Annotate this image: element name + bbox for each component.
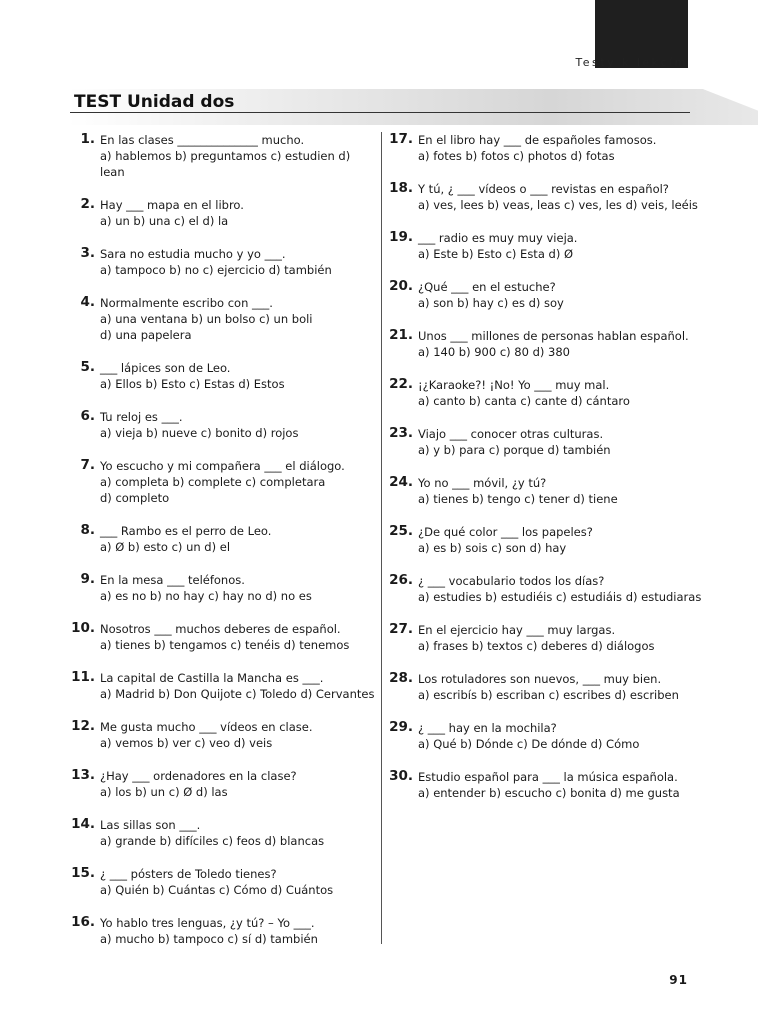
question-options: a) completa b) complete c) completara d) completo (100, 475, 326, 505)
title-rule (70, 112, 690, 113)
question-number: 24. (389, 474, 413, 490)
question-number: 27. (389, 621, 413, 637)
question-text: En el ejercicio hay ___ muy largas. (418, 623, 616, 637)
question-text: Normalmente escribo con ___. (100, 296, 273, 310)
page-number: 91 (669, 973, 688, 987)
question-number: 9. (80, 571, 95, 587)
question-text: La capital de Castilla la Mancha es ___. (100, 671, 324, 685)
question-options: a) una ventana b) un bolso c) un boli d) una papelera (100, 312, 313, 342)
question-item (68, 409, 378, 441)
question-options: a) escribís b) escriban c) escribes d) escriben (418, 688, 679, 702)
question-text: Nosotros ___ muchos deberes de español. (100, 622, 341, 636)
right-question-column (386, 132, 706, 818)
question-options: a) grande b) difíciles c) feos d) blancas (100, 834, 325, 848)
question-text: ___ radio es muy muy vieja. (418, 231, 578, 245)
question-number: 5. (80, 359, 95, 375)
question-number: 2. (80, 196, 95, 212)
question-number: 15. (71, 865, 95, 881)
question-item (68, 572, 378, 604)
question-item (386, 475, 706, 507)
question-text: Hay ___ mapa en el libro. (100, 198, 244, 212)
question-options: a) tampoco b) no c) ejercicio d) también (100, 263, 332, 277)
question-number: 3. (80, 245, 95, 261)
question-options: a) Este b) Esto c) Esta d) Ø (418, 247, 574, 261)
question-number: 29. (389, 719, 413, 735)
question-options: a) y b) para c) porque d) también (418, 443, 611, 457)
question-item (386, 720, 706, 752)
question-text: ¿ ___ pósters de Toledo tienes? (100, 867, 277, 881)
question-options: a) Madrid b) Don Quijote c) Toledo d) Cervantes (100, 687, 375, 701)
question-item (386, 132, 706, 164)
question-number: 30. (389, 768, 413, 784)
question-options: a) Ellos b) Esto c) Estas d) Estos (100, 377, 285, 391)
question-item (68, 866, 378, 898)
question-text: ¡¿Karaoke?! ¡No! Yo ___ muy mal. (418, 378, 610, 392)
question-number: 16. (71, 914, 95, 930)
question-text: ¿Qué ___ en el estuche? (418, 280, 556, 294)
question-options: a) los b) un c) Ø d) las (100, 785, 228, 799)
question-options: a) mucho b) tampoco c) sí d) también (100, 932, 318, 946)
question-options: a) ves, lees b) veas, leas c) ves, les d) veis, leéis (418, 198, 698, 212)
question-options: a) es no b) no hay c) hay no d) no es (100, 589, 312, 603)
question-item (68, 768, 378, 800)
question-item (386, 377, 706, 409)
question-item (386, 230, 706, 262)
question-item (68, 817, 378, 849)
question-options: a) canto b) canta c) cante d) cántaro (418, 394, 630, 408)
question-item (386, 426, 706, 458)
question-text: Estudio español para ___ la música española. (418, 770, 678, 784)
question-item (68, 670, 378, 702)
question-text: ¿De qué color ___ los papeles? (418, 525, 593, 539)
question-number: 11. (71, 669, 95, 685)
question-number: 22. (389, 376, 413, 392)
question-item (386, 769, 706, 801)
column-divider (381, 132, 382, 944)
question-options: a) Quién b) Cuántas c) Cómo d) Cuántos (100, 883, 334, 897)
question-number: 19. (389, 229, 413, 245)
question-number: 25. (389, 523, 413, 539)
question-number: 18. (389, 180, 413, 196)
question-item (68, 246, 378, 278)
question-options: a) frases b) textos c) deberes d) diálogos (418, 639, 655, 653)
question-text: Y tú, ¿ ___ vídeos o ___ revistas en español? (418, 182, 669, 196)
question-options: a) son b) hay c) es d) soy (418, 296, 564, 310)
question-number: 10. (71, 620, 95, 636)
question-number: 20. (389, 278, 413, 294)
question-text: ¿Hay ___ ordenadores en la clase? (100, 769, 297, 783)
question-text: Yo hablo tres lenguas, ¿y tú? – Yo ___. (100, 916, 315, 930)
question-text: Viajo ___ conocer otras culturas. (418, 427, 604, 441)
question-text: Los rotuladores son nuevos, ___ muy bien. (418, 672, 662, 686)
question-item (386, 671, 706, 703)
question-text: Unos ___ millones de personas hablan español. (418, 329, 689, 343)
question-number: 7. (80, 457, 95, 473)
question-options: a) estudies b) estudiéis c) estudiáis d) estudiaras (418, 590, 702, 604)
running-head: Testy k lekcím (575, 56, 688, 69)
question-text: En la mesa ___ teléfonos. (100, 573, 245, 587)
question-number: 8. (80, 522, 95, 538)
question-item (386, 328, 706, 360)
question-number: 21. (389, 327, 413, 343)
question-options: a) tienes b) tengamos c) tenéis d) tenemos (100, 638, 350, 652)
question-item (68, 295, 378, 343)
question-number: 26. (389, 572, 413, 588)
question-item (68, 719, 378, 751)
question-text: Yo no ___ móvil, ¿y tú? (418, 476, 547, 490)
question-options: a) un b) una c) el d) la (100, 214, 229, 228)
page-title: TEST Unidad dos (74, 92, 235, 112)
question-number: 4. (80, 294, 95, 310)
question-item (386, 279, 706, 311)
question-number: 14. (71, 816, 95, 832)
question-item (68, 197, 378, 229)
question-text: En el libro hay ___ de españoles famosos. (418, 133, 657, 147)
question-item (68, 523, 378, 555)
question-text: Yo escucho y mi compañera ___ el diálogo. (100, 459, 345, 473)
question-text: ¿ ___ vocabulario todos los días? (418, 574, 605, 588)
question-options: a) vieja b) nueve c) bonito d) rojos (100, 426, 299, 440)
question-options: a) tienes b) tengo c) tener d) tiene (418, 492, 618, 506)
question-options: a) 140 b) 900 c) 80 d) 380 (418, 345, 570, 359)
question-item (68, 360, 378, 392)
question-options: a) Qué b) Dónde c) De dónde d) Cómo (418, 737, 640, 751)
question-options: a) hablemos b) preguntamos c) estudien d) lean (100, 149, 351, 179)
question-item (68, 621, 378, 653)
question-text: En las clases ______________ mucho. (100, 133, 305, 147)
question-options: a) es b) sois c) son d) hay (418, 541, 567, 555)
question-options: a) vemos b) ver c) veo d) veis (100, 736, 273, 750)
question-number: 28. (389, 670, 413, 686)
question-number: 23. (389, 425, 413, 441)
question-number: 12. (71, 718, 95, 734)
question-options: a) Ø b) esto c) un d) el (100, 540, 231, 554)
question-item (68, 915, 378, 947)
question-number: 6. (80, 408, 95, 424)
question-number: 17. (389, 131, 413, 147)
question-options: a) fotes b) fotos c) photos d) fotas (418, 149, 615, 163)
question-text: ¿ ___ hay en la mochila? (418, 721, 557, 735)
question-item (386, 181, 706, 213)
question-text: ___ lápices son de Leo. (100, 361, 231, 375)
question-text: Las sillas son ___. (100, 818, 201, 832)
question-item (68, 132, 378, 180)
question-item (386, 573, 706, 605)
question-item (68, 458, 378, 506)
question-text: Sara no estudia mucho y yo ___. (100, 247, 286, 261)
question-text: Tu reloj es ___. (100, 410, 183, 424)
question-number: 13. (71, 767, 95, 783)
question-options: a) entender b) escucho c) bonita d) me gusta (418, 786, 680, 800)
left-question-column (68, 132, 378, 964)
question-number: 1. (80, 131, 95, 147)
question-text: Me gusta mucho ___ vídeos en clase. (100, 720, 313, 734)
question-text: ___ Rambo es el perro de Leo. (100, 524, 272, 538)
question-item (386, 622, 706, 654)
question-item (386, 524, 706, 556)
